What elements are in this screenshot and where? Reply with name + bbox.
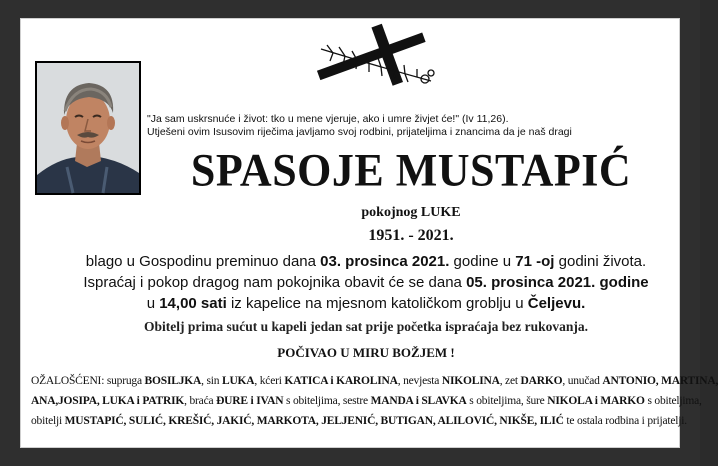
text-span: Ispraćaj i pokop dragog nam pokojnika obavit će se dana [83,274,467,291]
text-span: godine u [449,253,516,270]
father-name: pokojnog LUKE [361,205,461,220]
text-span: s obiteljima, [644,395,702,407]
mourner-name: ANA,JOSIPA, LUKA i PATRIK [31,395,185,407]
text-span: , nevjesta [397,375,442,387]
rest-in-peace: POČIVAO U MIRU BOŽJEM ! [277,345,455,360]
quote-line-2: Utješeni ovim Isusovim riječima javljamo svoj rodbini, prijateljima i znancima da je naš dragi [147,126,572,138]
mourner-name: NIKOLA i MARKO [547,395,645,407]
text-span: obitelji [31,415,65,427]
mourner-name: MANDA i SLAVKA [370,395,467,407]
death-announcement [61,251,671,314]
funeral-date: 05. prosinca 2021. godine [466,274,649,291]
announcement-line-3 [61,293,671,314]
text-span: s obiteljima, sestre [283,395,371,407]
quote-line-1: "Ja sam uskrsnuće i život: tko u mene vjeruje, ako i umre živjet će!" (Iv 11,26). [147,113,509,125]
mourner-name: NIKOLINA [441,375,500,387]
portrait-photo [35,61,141,195]
mourner-name: BOSILJKA [144,375,202,387]
text-span: , unučad [562,375,603,387]
text-span: , sin [201,375,222,387]
text-span: iz kapelice na mjesnom katoličkom groblju u [226,295,528,312]
mourners-list [31,371,718,431]
text-span: te ostala rodbina i prijatelji. [563,415,687,427]
mourner-name: KATICA i KAROLINA [284,375,398,387]
mourner-name: ANTONIO, MARTINA, [602,375,718,387]
funeral-time: 14,00 sati [159,295,227,312]
mourner-name: ĐURE i IVAN [216,395,284,407]
family-note: Obitelj prima sućut u kapeli jedan sat prije početka ispraćaja bez rukovanja. [144,319,588,334]
deceased-name: SPASOJE MUSTAPIĆ [190,144,632,197]
bible-quote [147,113,667,139]
text-span: , braća [184,395,217,407]
cross-with-palm-icon [303,25,443,93]
funeral-place: Čeljevu. [527,295,586,312]
text-span: u [146,295,160,312]
text-span: s obiteljima, šure [466,395,548,407]
life-years: 1951. - 2021. [368,227,454,244]
announcement-line-1 [61,251,671,272]
text-span: blago u Gospodinu preminuo dana [85,253,321,270]
death-date: 03. prosinca 2021. [320,253,450,270]
obituary-card [20,18,718,448]
mourners-row-1 [31,371,718,391]
text-span: OŽALOŠĆENI: supruga [31,375,145,387]
mourners-row-3 [31,411,687,431]
age: 71 -oj [515,253,555,270]
mourners-row-2 [31,391,702,411]
text-span: , zet [499,375,521,387]
announcement-line-2 [61,272,671,293]
text-span: godini života. [554,253,647,270]
text-span: , kćeri [254,375,285,387]
mourner-name: LUKA [221,375,255,387]
mourner-families: MUSTAPIĆ, SULIĆ, KREŠIĆ, JAKIĆ, MARKOTA, JELJENIĆ, BUTIGAN, ALILOVIĆ, NIKŠE, ILIĆ [64,415,564,427]
mourner-name: DARKO [520,375,563,387]
